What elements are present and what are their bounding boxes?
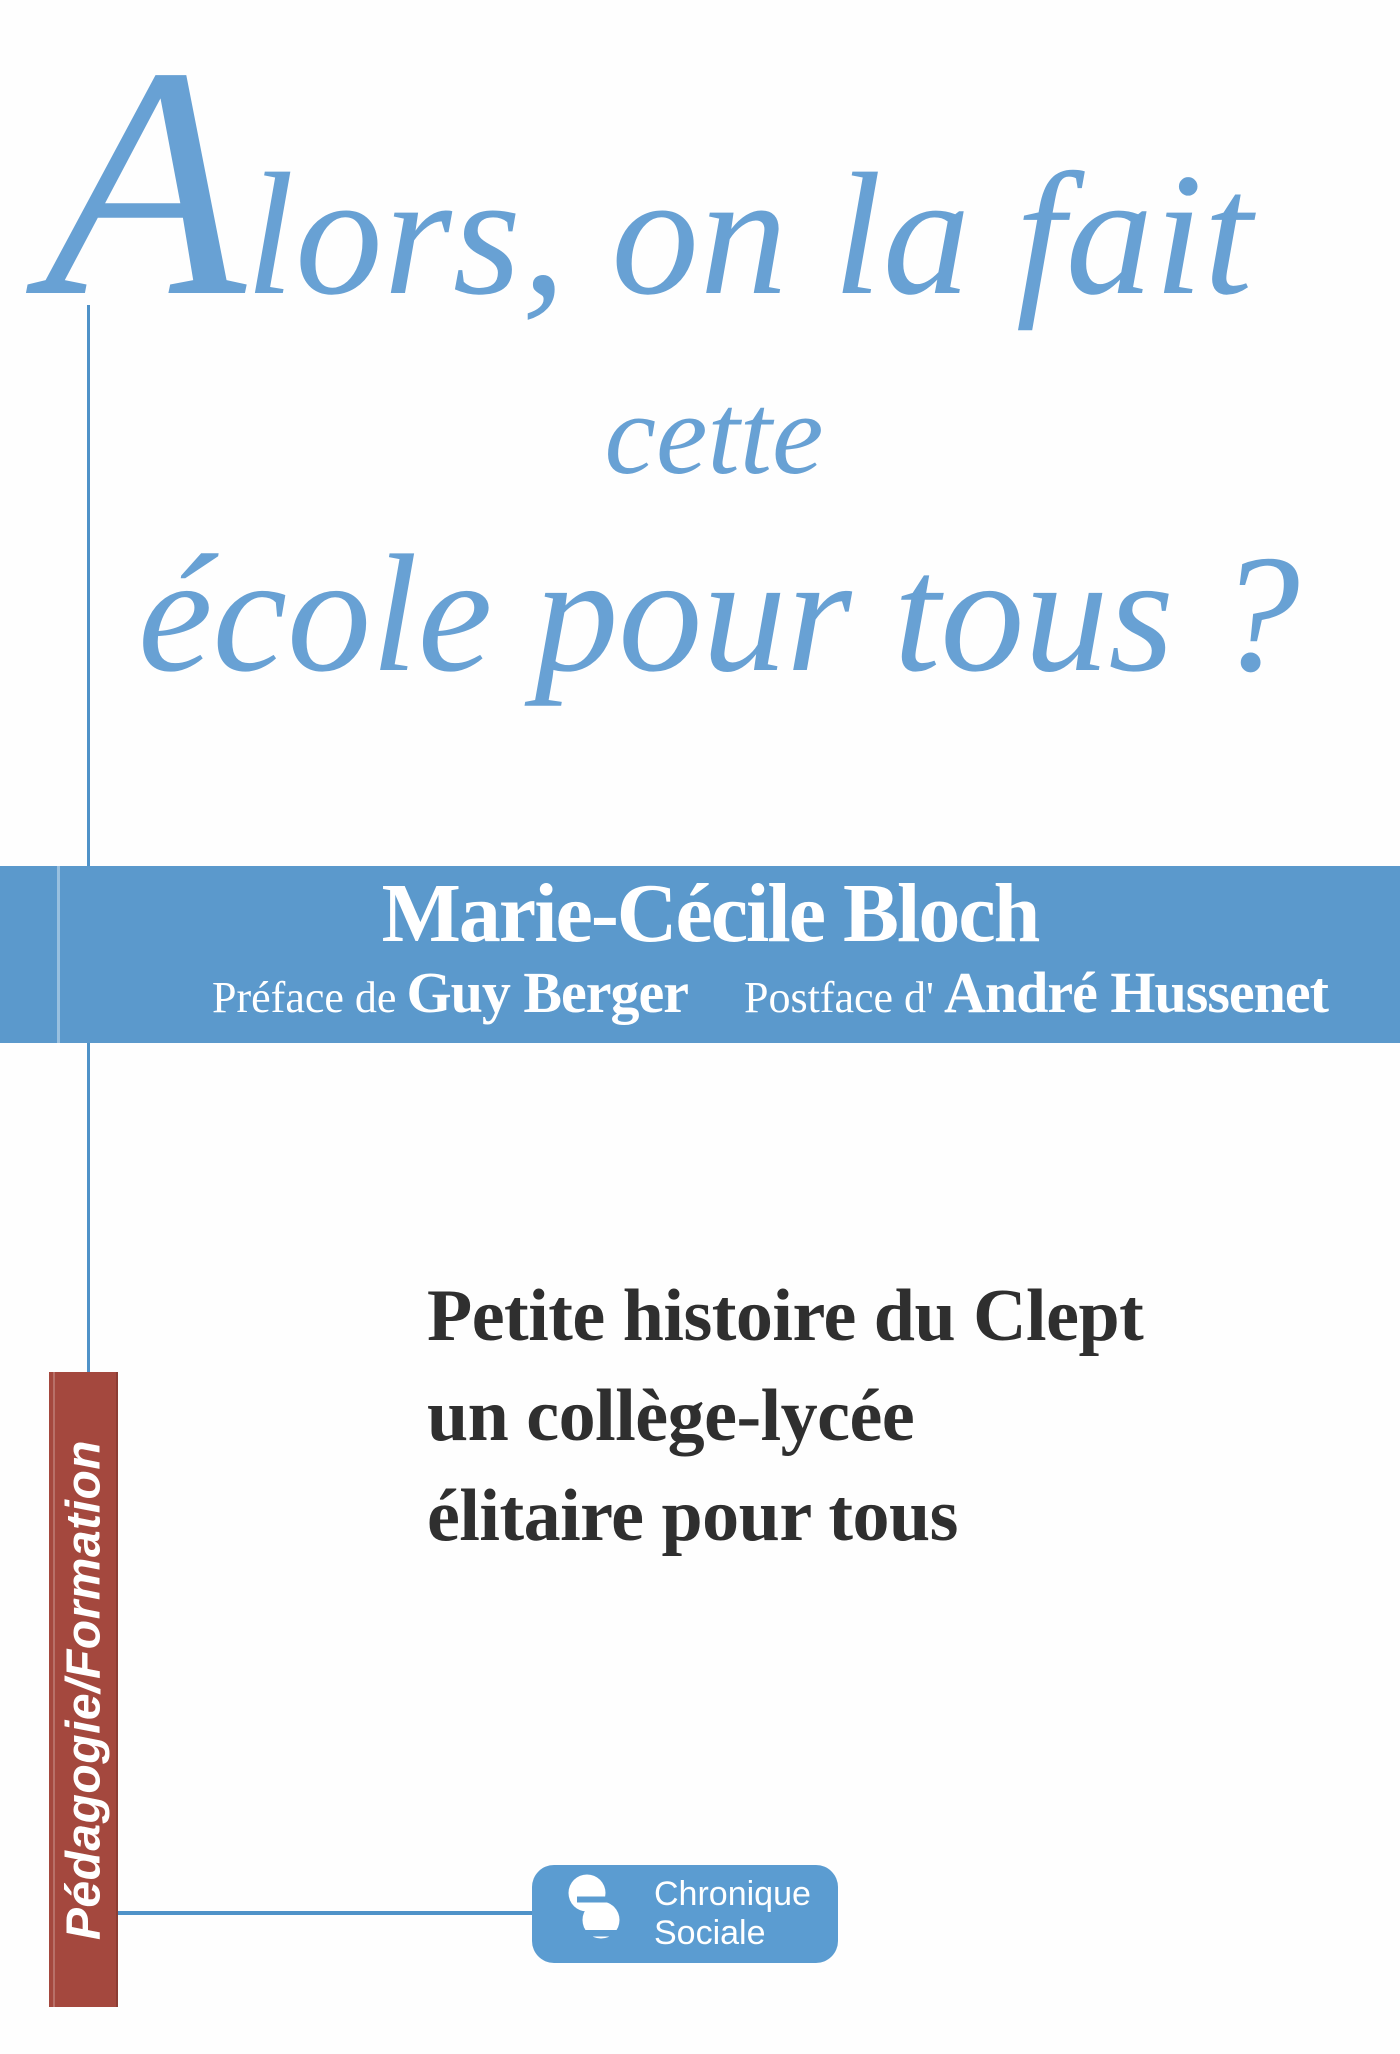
chronique-sociale-monogram-icon — [532, 1865, 632, 1960]
title-line-3: école pour tous ? — [138, 521, 1300, 707]
subtitle-block — [427, 1266, 1143, 1566]
strip-right-shade — [116, 1372, 118, 2007]
publisher-name — [654, 1875, 811, 1953]
title-line-1-text: lors, on la fait — [245, 137, 1254, 331]
postface-group — [743, 960, 1328, 1025]
postface-label: Postface d' — [743, 973, 934, 1022]
title-dropcap: A — [44, 0, 246, 365]
category-label: Pédagogie/Formation — [57, 1439, 110, 1940]
publisher-name-line-1: Chronique — [654, 1875, 811, 1913]
preface-label: Préface de — [212, 973, 397, 1022]
preface-group — [212, 960, 688, 1025]
publisher-name-line-2: Sociale — [654, 1914, 766, 1952]
credits-line — [0, 960, 1400, 1025]
title-line-1 — [44, 0, 1254, 365]
subtitle-line-3: élitaire pour tous — [427, 1475, 958, 1557]
author-banner — [0, 866, 1400, 1043]
publisher-logo — [532, 1865, 838, 1963]
preface-author: Guy Berger — [406, 960, 688, 1025]
author-name: Marie-Cécile Bloch — [381, 867, 1039, 960]
category-spine-strip — [49, 1372, 118, 2007]
postface-author: André Hussenet — [943, 960, 1328, 1025]
subtitle-line-1: Petite histoire du Clept — [427, 1275, 1144, 1357]
subtitle-line-2: un collège-lycée — [427, 1375, 915, 1457]
strip-left-highlight — [53, 1372, 55, 2007]
horizontal-connector-line — [118, 1911, 532, 1915]
title-line-2: cette — [604, 371, 824, 499]
